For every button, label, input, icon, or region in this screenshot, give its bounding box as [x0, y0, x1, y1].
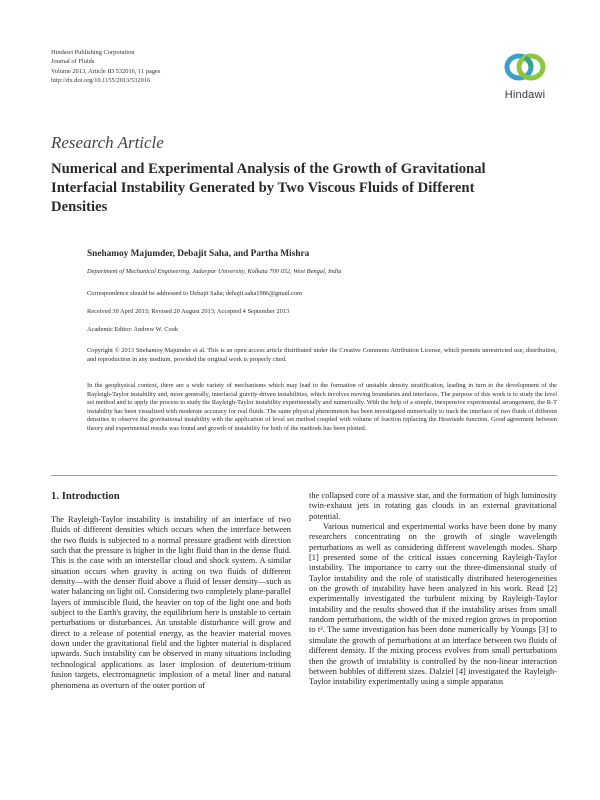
volume-info: Volume 2013, Article ID 532016, 11 pages — [51, 67, 161, 75]
authors: Snehamoy Majumder, Debajit Saha, and Partha Mishra — [87, 249, 310, 259]
paper-title: Numerical and Experimental Analysis of the Growth of Gravitational Interfacial Instability Generated by Two Viscous Fluids of Different Densities — [51, 161, 486, 215]
journal-header — [51, 48, 160, 85]
dates: Received 30 April 2013; Revised 20 August 2013; Accepted 4 September 2013 — [87, 308, 290, 315]
correspondence: Correspondence should be addressed to Debajit Saha; dehajit.saha1986@gmail.com — [87, 290, 303, 297]
publisher: Hindawi Publishing Corporation — [51, 49, 135, 56]
article-type: Research Article — [51, 133, 164, 152]
right-column — [309, 491, 557, 688]
left-column — [51, 515, 291, 691]
paragraph: The Rayleigh-Taylor instability is instability of an interface of two fluids of different densities which occurs when the interface between the two fluids is subjected to a normal pressure gradient with direction such that the pressure is higher in the light fluid than in the dense fluid. This is the case with an interstellar cloud and shock system. A similar situation occurs when gravity is acting on two fluids of different density—with the denser fluid above a fluid of lesser density—such as water balancing on light oil. Considering two completely plane-parallel layers of immiscible fluid, the heavier on top of the light one and both subject to the Earth's gravity, the equilibrium here is unstable to certain perturbations or disturbances. An unstable disturbance will grow and direct to a release of potential energy, as the heavier material moves down under the gravitational field and the lighter material is displaced upwards. Such instability can be observed in many situations including technological applications as laser implosion of deuterium-tritium fusion targets, electromagnetic implosion of a metal liner and natural phenomena as overturn of the outer portion of — [51, 515, 291, 690]
copyright: Copyright © 2013 Snehamoy Majumder et al. This is an open access article distributed under the Creative Commons Attribution License, which permits unrestricted use, distribution, and reproduction in any medium, provided the original work is properly cited. — [87, 347, 557, 363]
abstract: In the geophysical context, there are a wide variety of mechanisms which may lead to the formation of unstable density stratification, leading in turn to the development of the Rayleigh-Taylor instability and, more generally, interfacial gravity-driven instabilities, which involves moving boundaries and interfaces. The purpose of this work is to study the level set method and to apply the process to study the Rayleigh-Taylor instability experimentally and numerically. With the help of a simple, inexpensive experimental arrangement, the R-T instability has been visualized with moderate accuracy for real fluids. The same physical phenomenon has been investigated numerically to track the interface of two fluids of different densities to observe the gravitational instability with the application of level set method coupled with volume of fraction replacing the Heaviside function. Good agreement between theory and experimental results was found and growth of instability for both of the methods has been plotted. — [87, 382, 557, 432]
logo-text: Hindawi — [504, 89, 546, 101]
paragraph: Various numerical and experimental works have been done by many researchers concentrating on the growth of single wavelength perturbations as well as considering different wavelength modes. Sharp [1] presented some of the critical issues concerning Rayleigh-Taylor instability. The importance to carry out the three-dimensional study of Taylor instability and the role of statistically distributed heterogeneities on the growth of instability have been analyzed in his work. Read [2] experimentally investigated the turbulent mixing by Rayleigh-Taylor instability and the results showed that if the instability arises from small random perturbations, the width of the mixed region grows in proportion to t². The same investigation has been done numerically by Youngs [3] to simulate the growth of perturbations at an interface between two fluids of different density. If the mixing process evolves from small perturbations then the growth of instability is controlled by the non-linear interaction between bubbles of different sizes. Dalziel [4] investigated the Rayleigh-Taylor instability experimentally using a simple apparatus — [309, 522, 557, 687]
divider — [51, 475, 557, 476]
affiliation: Department of Mechanical Engineering, Jadavpur University, Kolkata 700 032, West Bengal, India — [87, 268, 342, 275]
paragraph: the collapsed core of a massive star, and the formation of high luminosity twin-exhaust jets in rotating gas clouds in an external gravitational potential. — [309, 491, 557, 521]
journal-name: Journal of Fluids — [51, 58, 95, 66]
doi-link[interactable]: http://dx.doi.org/10.1155/2013/532016 — [51, 76, 151, 84]
academic-editor: Academic Editor: Andrew W. Cook — [87, 326, 179, 333]
section-title: 1. Introduction — [51, 490, 120, 502]
